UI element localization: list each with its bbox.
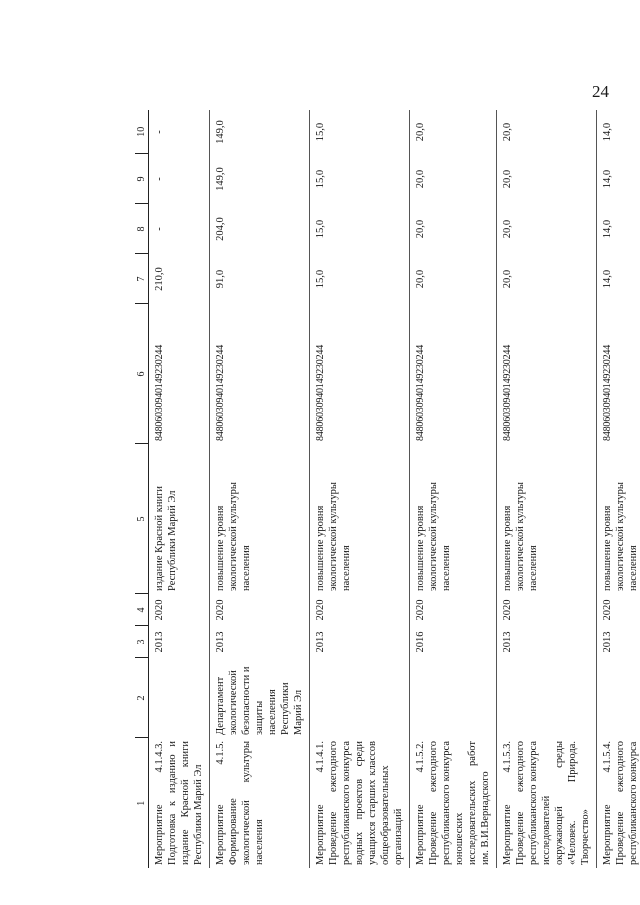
column-header: 9 xyxy=(135,154,149,204)
activity-cell: Мероприятие 4.1.5.2. Проведение ежегодного республиканского конкурса юношеских исследовательских работ им. В.И.Вернадского xyxy=(410,738,497,868)
amount-cell: - xyxy=(149,154,210,204)
budget-code-cell: 84806030940149230244 xyxy=(497,304,597,444)
table-row xyxy=(210,110,310,868)
page-number: 24 xyxy=(592,82,609,101)
amount-cell: 204,0 xyxy=(210,204,310,254)
table-header-row xyxy=(135,110,149,868)
result-cell: повышение уровня экологической культуры населения xyxy=(497,444,597,594)
amount-cell: 14,0 xyxy=(597,110,640,154)
activity-cell: Мероприятие 4.1.5.4. Проведение ежегодного республиканского конкурса xyxy=(597,738,640,868)
column-header: 10 xyxy=(135,110,149,154)
amount-cell: 15,0 xyxy=(310,204,410,254)
budget-code-cell: 84806030940149230244 xyxy=(410,304,497,444)
executor-cell xyxy=(310,658,410,738)
activity-cell: Мероприятие 4.1.4.1. Проведение ежегодного республиканского конкурса водных проектов среди учащихся старших классов общеобразовательных организаций xyxy=(310,738,410,868)
end-year-cell: 2020 xyxy=(410,594,497,626)
executor-cell xyxy=(597,658,640,738)
amount-cell: 20,0 xyxy=(497,254,597,304)
column-header: 7 xyxy=(135,254,149,304)
amount-cell: 20,0 xyxy=(410,154,497,204)
amount-cell: - xyxy=(149,110,210,154)
activity-cell: Мероприятие 4.1.5.3. Проведение ежегодного республиканского конкурса исследователей окружающей среды «Человек. Природа. Творчество» xyxy=(497,738,597,868)
activity-cell: Мероприятие 4.1.4.3. Подготовка к изданию и издание Красной книги Республики Марий Эл xyxy=(149,738,210,868)
amount-cell: 14,0 xyxy=(597,204,640,254)
result-cell: повышение уровня экологической культуры населения xyxy=(310,444,410,594)
table-row xyxy=(497,110,597,868)
amount-cell: 14,0 xyxy=(597,254,640,304)
table-row xyxy=(410,110,497,868)
amount-cell: 149,0 xyxy=(210,110,310,154)
start-year-cell: 2013 xyxy=(597,626,640,658)
amount-cell: 91,0 xyxy=(210,254,310,304)
rotated-table-container xyxy=(135,110,639,868)
program-activities-table xyxy=(135,110,640,868)
end-year-cell: 2020 xyxy=(497,594,597,626)
amount-cell: 20,0 xyxy=(410,110,497,154)
column-header: 3 xyxy=(135,626,149,658)
end-year-cell: 2020 xyxy=(597,594,640,626)
result-cell: повышение уровня экологической культуры населения xyxy=(410,444,497,594)
column-header: 4 xyxy=(135,594,149,626)
budget-code-cell: 84806030940149230244 xyxy=(597,304,640,444)
end-year-cell: 2020 xyxy=(310,594,410,626)
amount-cell: 210,0 xyxy=(149,254,210,304)
start-year-cell: 2013 xyxy=(210,626,310,658)
end-year-cell: 2020 xyxy=(149,594,210,626)
budget-code-cell: 84806030940149230244 xyxy=(149,304,210,444)
result-cell: повышение уровня экологической культуры населения xyxy=(597,444,640,594)
table-row xyxy=(310,110,410,868)
executor-cell: Департамент экологической безопасности и защиты населения Республики Марий Эл xyxy=(210,658,310,738)
amount-cell: 14,0 xyxy=(597,154,640,204)
amount-cell: 20,0 xyxy=(497,110,597,154)
amount-cell: - xyxy=(149,204,210,254)
result-cell: издание Красной книги Республики Марий Эл xyxy=(149,444,210,594)
amount-cell: 20,0 xyxy=(497,154,597,204)
amount-cell: 20,0 xyxy=(497,204,597,254)
start-year-cell: 2013 xyxy=(310,626,410,658)
column-header: 2 xyxy=(135,658,149,738)
end-year-cell: 2020 xyxy=(210,594,310,626)
budget-code-cell: 84806030940149230244 xyxy=(210,304,310,444)
executor-cell xyxy=(149,658,210,738)
activity-cell: Мероприятие 4.1.5. Формирование экологической культуры населения xyxy=(210,738,310,868)
amount-cell: 149,0 xyxy=(210,154,310,204)
amount-cell: 15,0 xyxy=(310,154,410,204)
start-year-cell: 2016 xyxy=(410,626,497,658)
column-header: 6 xyxy=(135,304,149,444)
budget-code-cell: 84806030940149230244 xyxy=(310,304,410,444)
amount-cell: 15,0 xyxy=(310,254,410,304)
table-row xyxy=(597,110,640,868)
amount-cell: 15,0 xyxy=(310,110,410,154)
result-cell: повышение уровня экологической культуры населения xyxy=(210,444,310,594)
table-row xyxy=(149,110,210,868)
column-header: 5 xyxy=(135,444,149,594)
column-header: 8 xyxy=(135,204,149,254)
amount-cell: 20,0 xyxy=(410,254,497,304)
executor-cell xyxy=(497,658,597,738)
start-year-cell: 2013 xyxy=(149,626,210,658)
column-header: 1 xyxy=(135,738,149,868)
executor-cell xyxy=(410,658,497,738)
start-year-cell: 2013 xyxy=(497,626,597,658)
amount-cell: 20,0 xyxy=(410,204,497,254)
